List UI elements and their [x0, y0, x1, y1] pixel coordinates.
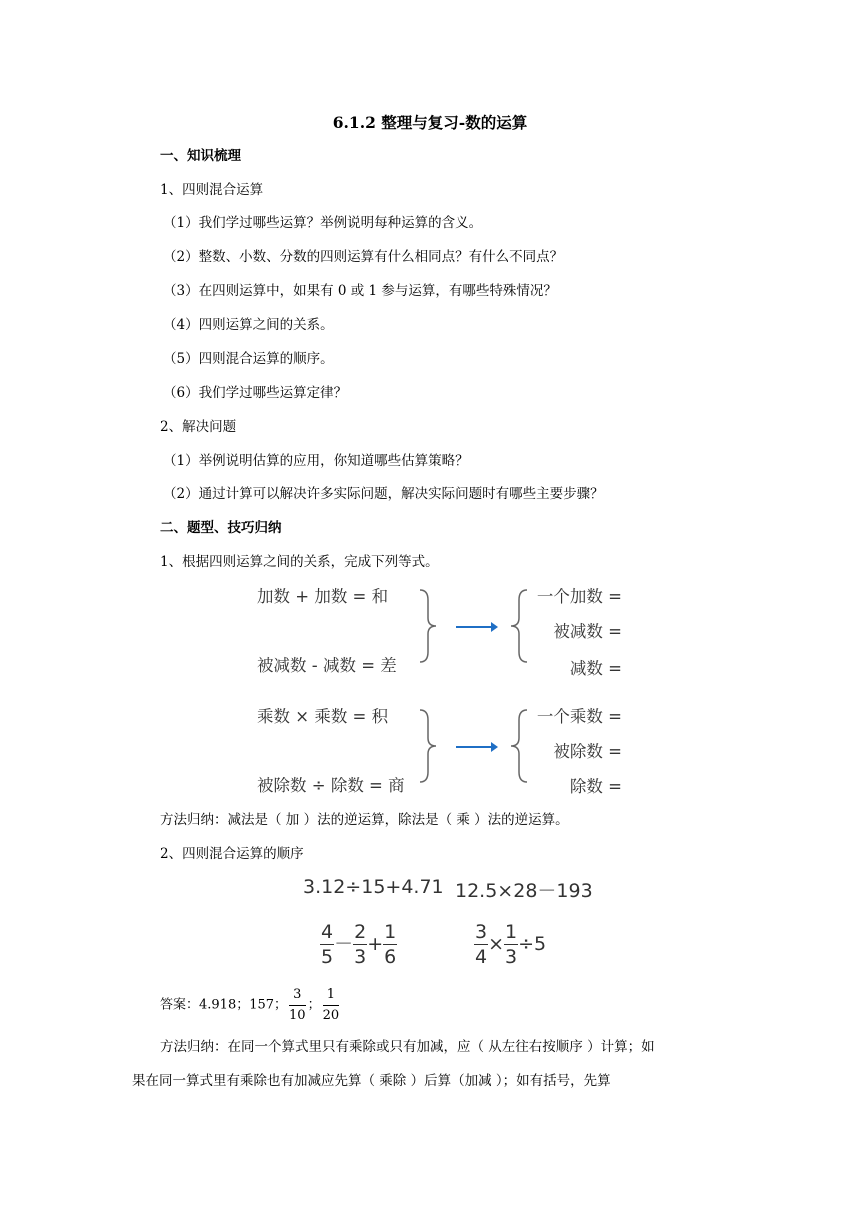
- relation-div-equation: 被除数 ÷ 除数 = 商: [257, 776, 405, 795]
- q2-method-line-1: 方法归纳：在同一个算式里只有乘除或只有加减，应（ 从左往右按顺序 ）计算；如: [160, 1039, 655, 1055]
- list-item: （2）整数、小数、分数的四则运算有什么相同点？有什么不同点？: [163, 249, 564, 265]
- list-item: （6）我们学过哪些运算定律？: [163, 385, 348, 401]
- expression-1: 3.12÷15+4.71: [303, 876, 444, 898]
- list-item: （3）在四则运算中，如果有 0 或 1 参与运算，有哪些特殊情况？: [163, 283, 557, 299]
- operator: ×: [488, 933, 505, 955]
- relation-result-minuend: 被减数 =: [553, 622, 622, 641]
- answer-separator: ；: [307, 997, 321, 1013]
- fraction-denominator: 10: [289, 1008, 306, 1023]
- fraction-denominator: 20: [322, 1008, 340, 1023]
- fraction-numerator: 3: [475, 921, 488, 943]
- fraction-denominator: 3: [354, 946, 367, 968]
- brace-right-icon: [418, 708, 440, 784]
- relation-result-addend: 一个加数 =: [536, 587, 622, 606]
- expression-3: [320, 920, 397, 969]
- list-item: （5）四则混合运算的顺序。: [163, 351, 334, 367]
- operator: +: [367, 933, 384, 955]
- list-item: （4）四则运算之间的关系。: [163, 317, 334, 333]
- fraction-numerator: 1: [505, 921, 518, 943]
- brace-right-icon: [418, 588, 440, 664]
- list-item: （1）举例说明估算的应用，你知道哪些估算策略？: [163, 453, 469, 469]
- relation-sub-equation: 被减数 - 减数 = 差: [257, 656, 397, 675]
- operator-tail: ÷5: [518, 933, 547, 955]
- section1-heading: 一、知识梳理: [160, 148, 241, 164]
- q2-method-line-2: 果在同一算式里有乘除也有加减应先算（ 乘除 ）后算（加减 ）；如有括号，先算: [132, 1073, 611, 1089]
- fraction-denominator: 5: [321, 946, 334, 968]
- fraction-denominator: 3: [505, 946, 518, 968]
- expression-2: 12.5×28－193: [455, 880, 593, 902]
- operator: －: [334, 933, 354, 955]
- relation-result-subtrahend: 减数 =: [569, 659, 622, 678]
- list-item: （1）我们学过哪些运算？举例说明每种运算的含义。: [163, 215, 483, 231]
- q2-label: 2、四则混合运算的顺序: [160, 846, 304, 862]
- answer-prefix: 答案：4.918；157；: [160, 997, 288, 1013]
- fraction-numerator: 1: [323, 985, 340, 1006]
- q1-label: 1、根据四则运算之间的关系，完成下列等式。: [160, 554, 439, 570]
- fraction-numerator: 4: [321, 921, 334, 943]
- relation-result-factor: 一个乘数 =: [536, 707, 622, 726]
- list-item: （2）通过计算可以解决许多实际问题，解决实际问题时有哪些主要步骤？: [163, 486, 604, 502]
- relation-result-dividend: 被除数 =: [553, 742, 622, 761]
- expression-4: [474, 920, 546, 969]
- section2-heading: 二、题型、技巧归纳: [160, 520, 282, 536]
- relation-add-equation: 加数 + 加数 = 和: [257, 587, 389, 606]
- section1-sub1-label: 1、四则混合运算: [160, 182, 264, 198]
- fraction-denominator: 4: [475, 946, 488, 968]
- relation-mul-equation: 乘数 × 乘数 = 积: [257, 707, 389, 726]
- relation-result-divisor: 除数 =: [569, 777, 622, 796]
- fraction-denominator: 6: [384, 946, 397, 968]
- fraction-numerator: 2: [354, 921, 367, 943]
- answer-line: [160, 985, 341, 1026]
- section1-sub2-label: 2、解决问题: [160, 419, 237, 435]
- fraction-numerator: 3: [289, 985, 306, 1006]
- page-title: 6.1.2 整理与复习-数的运算: [332, 113, 528, 132]
- fraction-numerator: 1: [384, 921, 397, 943]
- q1-method-summary: 方法归纳：减法是（ 加 ）法的逆运算，除法是（ 乘 ）法的逆运算。: [160, 812, 569, 828]
